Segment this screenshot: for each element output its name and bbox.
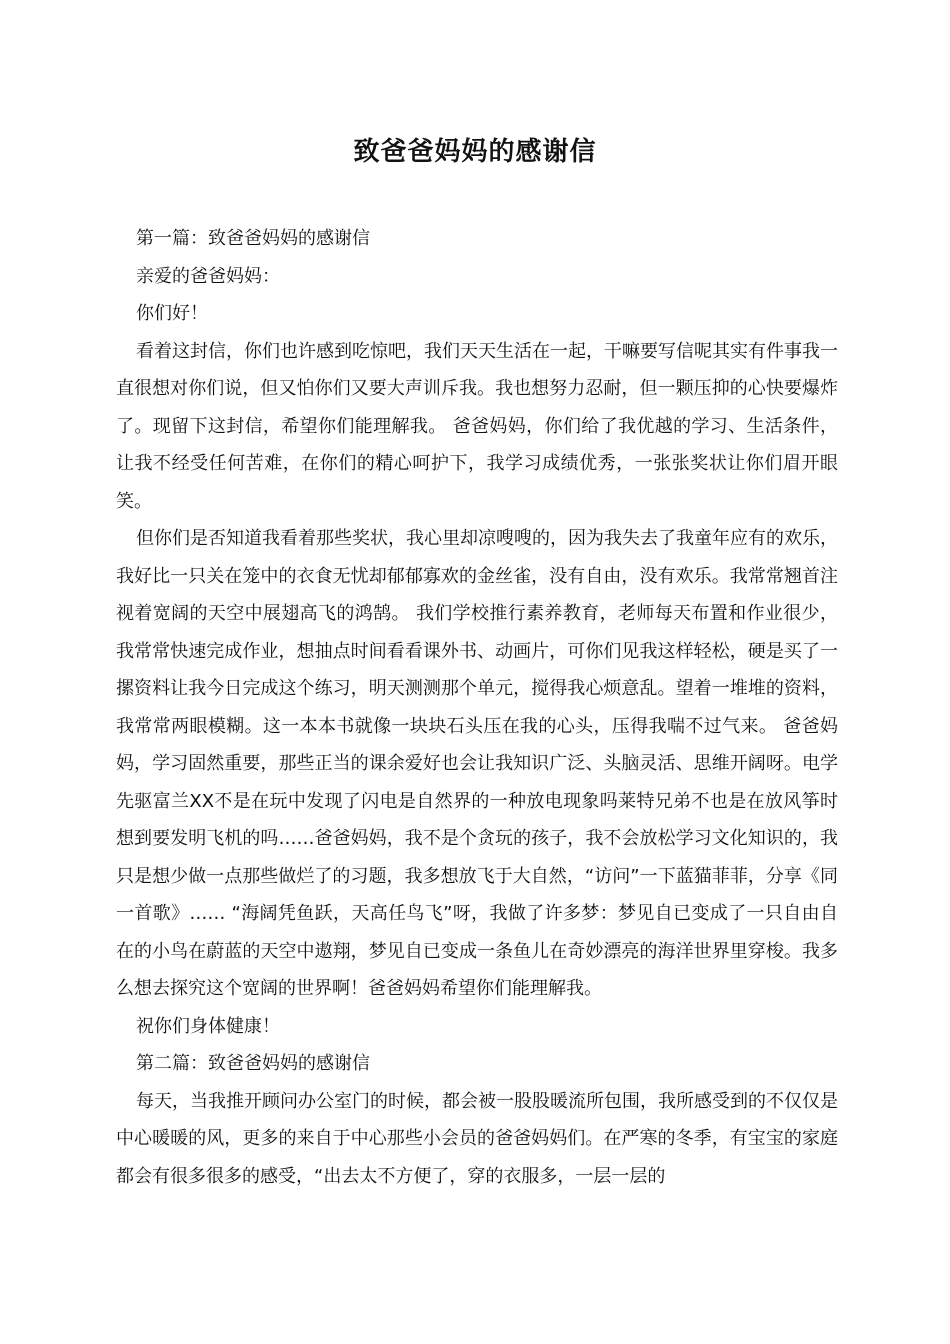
paragraph-heading-part-two: 第二篇：致爸爸妈妈的感谢信 — [136, 1053, 370, 1074]
paragraph-body: 看着这封信，你们也许感到吃惊吧，我们天天生活在一起，干嘛要写信呢其实有件事我一直很想对你们说，但又怕你们又要大声训斥我。我也想努力忍耐，但一颗压抑的心快要爆炸了。现留下这封信，希望你们能理解我。 爸爸妈妈，你们给了我优越的学习、生活条件，让我不经受任何苦难，在你们的精心呵护下，我学习成绩优秀，一张张奖状让你们眉开眼笑。 — [116, 340, 838, 512]
paragraph-body: 每天，当我推开顾问办公室门的时候，都会被一股股暖流所包围，我所感受到的不仅仅是中心暖暖的风，更多的来自于中心那些小会员的爸爸妈妈们。在严寒的冬季，有宝宝的家庭都会有很多很多的感受，“出去太不方便了，穿的衣服多，一层一层的 — [116, 1090, 838, 1187]
document-body — [116, 220, 838, 1195]
paragraph-closing: 祝你们身体健康！ — [136, 1015, 280, 1037]
paragraph-salutation: 亲爱的爸爸妈妈： — [136, 265, 280, 287]
document-title: 致爸爸妈妈的感谢信 — [353, 137, 597, 167]
paragraph-body: 但你们是否知道我看着那些奖状，我心里却凉嗖嗖的，因为我失去了我童年应有的欢乐，我好比一只关在笼中的衣食无忧却郁郁寡欢的金丝雀，没有自由，没有欢乐。我常常翘首注视着宽阔的天空中展翅高飞的鸿鹄。 我们学校推行素养教育，老师每天布置和作业很少，我常常快速完成作业，想抽点时间看看课外书、动画片，可你们见我这样轻松，硬是买了一摞资料让我今日完成这个练习，明天测测那个单元，搅得我心烦意乱。望着一堆堆的资料，我常常两眼模糊。这一本本书就像一块块石头压在我的心头，压得我喘不过气来。 爸爸妈妈，学习固然重要，那些正当的课余爱好也会让我知识广泛、头脑灵活、思维开阔呀。电学先驱富兰XX不是在玩中发现了闪电是自然界的一种放电现象吗莱特兄弟不也是在放风筝时想到要发明飞机的吗……爸爸妈妈，我不是个贪玩的孩子，我不会放松学习文化知识的，我只是想少做一点那些做烂了的习题，我多想放飞于大自然，“访问”一下蓝猫菲菲，分享《同一首歌》…… “海阔凭鱼跃，天高任鸟飞”呀，我做了许多梦：梦见自已变成了一只自由自在的小鸟在蔚蓝的天空中遨翔，梦见自已变成一条鱼儿在奇妙漂亮的海洋世界里穿梭。我多么想去探究这个宽阔的世界啊！爸爸妈妈希望你们能理解我。 — [116, 528, 838, 999]
paragraph-heading-part-one: 第一篇：致爸爸妈妈的感谢信 — [136, 228, 370, 249]
paragraph-greeting: 你们好！ — [136, 303, 208, 324]
